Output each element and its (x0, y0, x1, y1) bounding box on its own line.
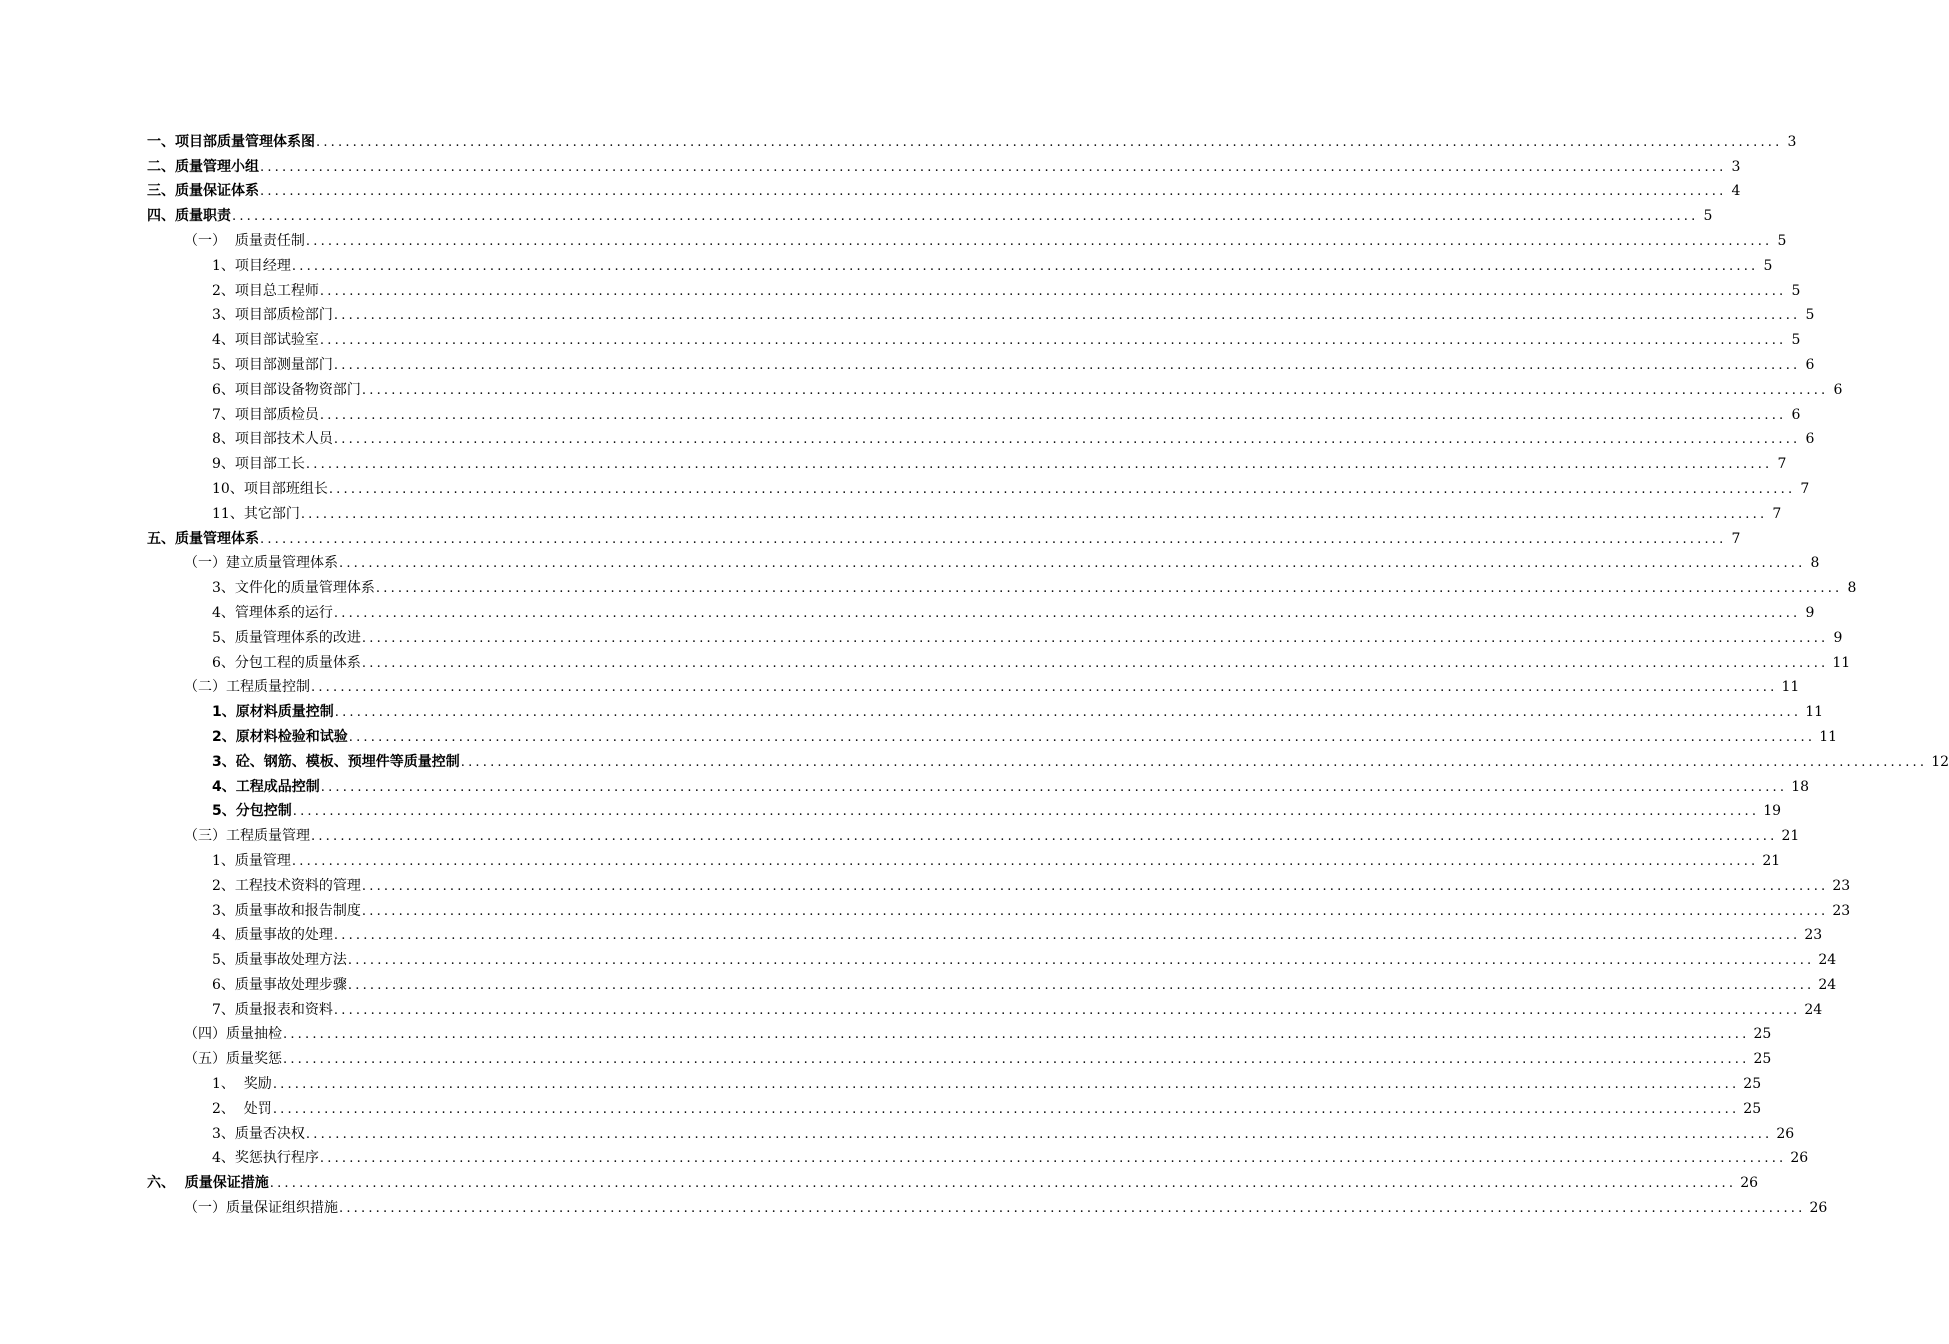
toc-page-number: 6 (1805, 356, 1815, 373)
toc-page-number: 5 (1763, 257, 1773, 274)
toc-leader-dots: ........................................................................................................................................................................................................ (347, 953, 1815, 969)
toc-entry[interactable] (0, 399, 1801, 424)
toc-entry[interactable] (0, 672, 1800, 697)
toc-entry[interactable] (0, 424, 1815, 449)
toc-page-number: 21 (1762, 852, 1781, 869)
toc-entry[interactable] (0, 200, 1713, 225)
toc-leader-dots: ........................................................................................................................................................................................................ (291, 258, 1759, 274)
toc-page-number: 23 (1832, 902, 1851, 919)
toc-entry-title: （五）质量奖惩 (184, 1051, 282, 1068)
toc-entry-title: 6、项目部设备物资部门 (212, 381, 361, 398)
toc-page-number: 26 (1809, 1200, 1828, 1217)
toc-entry-title: 一、项目部质量管理体系图 (147, 133, 315, 150)
toc-entry[interactable] (0, 1167, 1759, 1192)
toc-leader-dots: ........................................................................................................................................................................................................ (291, 853, 1759, 869)
toc-leader-dots: ........................................................................................................................................................................................................ (319, 407, 1787, 423)
toc-page-number: 25 (1753, 1051, 1772, 1068)
toc-page-number: 8 (1847, 580, 1857, 597)
toc-entry-title: 4、奖惩执行程序 (212, 1150, 319, 1167)
toc-entry[interactable] (0, 895, 1851, 920)
toc-leader-dots: ........................................................................................................................................................................................................ (300, 506, 1768, 522)
toc-page-number: 25 (1743, 1076, 1762, 1093)
toc-entry-title: 五、质量管理体系 (147, 530, 259, 547)
toc-leader-dots: ........................................................................................................................................................................................................ (348, 729, 1816, 745)
toc-entry[interactable] (0, 498, 1782, 523)
toc-page-number: 26 (1776, 1125, 1795, 1142)
toc-leader-dots: ........................................................................................................................................................................................................ (333, 928, 1801, 944)
toc-entry-title: 六、 质量保证措施 (147, 1175, 269, 1192)
toc-entry[interactable] (0, 300, 1815, 325)
toc-leader-dots: ........................................................................................................................................................................................................ (333, 432, 1801, 448)
toc-entry[interactable] (0, 622, 1843, 647)
table-of-contents (0, 126, 1949, 1217)
toc-entry[interactable] (0, 969, 1837, 994)
toc-leader-dots: ........................................................................................................................................................................................................ (232, 209, 1699, 225)
toc-leader-dots: ........................................................................................................................................................................................................ (319, 333, 1787, 349)
toc-leader-dots: ........................................................................................................................................................................................................ (334, 705, 1802, 721)
toc-entry[interactable] (0, 1068, 1762, 1093)
toc-leader-dots: ........................................................................................................................................................................................................ (333, 357, 1801, 373)
toc-entry[interactable] (0, 820, 1800, 845)
toc-entry-title: 1、原材料质量控制 (212, 704, 334, 721)
toc-leader-dots: ........................................................................................................................................................................................................ (361, 903, 1829, 919)
toc-page-number: 9 (1805, 604, 1815, 621)
toc-leader-dots: ........................................................................................................................................................................................................ (328, 481, 1796, 497)
toc-leader-dots: ........................................................................................................................................................................................................ (375, 581, 1843, 597)
toc-entry-title: 1、质量管理 (212, 852, 291, 869)
toc-page-number: 25 (1743, 1100, 1762, 1117)
toc-leader-dots: ........................................................................................................................................................................................................ (361, 655, 1829, 671)
toc-entry-title: 1、 奖励 (212, 1076, 272, 1093)
toc-entry-title: （二）工程质量控制 (184, 679, 310, 696)
toc-page-number: 9 (1833, 629, 1843, 646)
toc-leader-dots: ........................................................................................................................................................................................................ (320, 779, 1788, 795)
toc-entry[interactable] (0, 126, 1797, 151)
toc-leader-dots: ........................................................................................................................................................................................................ (361, 878, 1829, 894)
toc-entry-title: 5、项目部测量部门 (212, 356, 333, 373)
toc-entry-title: 10、项目部班组长 (212, 480, 328, 497)
toc-page-number: 5 (1791, 332, 1801, 349)
toc-entry[interactable] (0, 696, 1824, 721)
toc-page-number: 11 (1819, 728, 1838, 745)
toc-page-number: 18 (1791, 778, 1810, 795)
toc-entry-title: 6、质量事故处理步骤 (212, 976, 347, 993)
toc-page-number: 11 (1805, 704, 1824, 721)
toc-entry-title: 4、管理体系的运行 (212, 604, 333, 621)
toc-page-number: 5 (1777, 232, 1787, 249)
toc-entry-title: 7、项目部质检员 (212, 406, 319, 423)
toc-entry-title: 7、质量报表和资料 (212, 1001, 333, 1018)
toc-leader-dots: ........................................................................................................................................................................................................ (333, 605, 1801, 621)
toc-leader-dots: ........................................................................................................................................................................................................ (260, 159, 1727, 175)
toc-entry[interactable] (0, 1019, 1772, 1044)
toc-page-number: 6 (1805, 431, 1815, 448)
toc-entry-title: 4、质量事故的处理 (212, 927, 333, 944)
toc-entry-title: 3、质量否决权 (212, 1125, 305, 1142)
toc-leader-dots: ........................................................................................................................................................................................................ (361, 382, 1829, 398)
toc-page-number: 5 (1791, 282, 1801, 299)
toc-page-number: 4 (1731, 183, 1741, 200)
toc-entry[interactable] (0, 647, 1851, 672)
toc-page-number: 12 (1931, 753, 1949, 770)
toc-entry-title: 2、项目总工程师 (212, 282, 319, 299)
toc-page-number: 7 (1800, 480, 1810, 497)
toc-page-number: 23 (1832, 877, 1851, 894)
toc-page-number: 25 (1753, 1026, 1772, 1043)
toc-leader-dots: ........................................................................................................................................................................................................ (272, 1101, 1740, 1117)
toc-leader-dots: ........................................................................................................................................................................................................ (339, 556, 1806, 572)
toc-page-number: 23 (1804, 927, 1823, 944)
toc-entry-title: 2、 处罚 (212, 1100, 272, 1117)
toc-page-number: 24 (1818, 976, 1837, 993)
toc-page-number: 24 (1804, 1001, 1823, 1018)
toc-page-number: 7 (1777, 456, 1787, 473)
toc-entry-title: 三、质量保证体系 (147, 183, 259, 200)
toc-leader-dots: ........................................................................................................................................................................................................ (319, 1151, 1787, 1167)
toc-page-number: 11 (1832, 654, 1851, 671)
toc-page-number: 21 (1781, 828, 1800, 845)
toc-entry-title: 1、项目经理 (212, 257, 291, 274)
toc-entry[interactable] (0, 176, 1741, 201)
toc-entry[interactable] (0, 796, 1782, 821)
toc-entry[interactable] (0, 920, 1823, 945)
toc-entry[interactable] (0, 225, 1787, 250)
toc-entry[interactable] (0, 572, 1857, 597)
toc-entry[interactable] (0, 275, 1801, 300)
toc-entry-title: 11、其它部门 (212, 505, 300, 522)
toc-entry[interactable] (0, 523, 1741, 548)
toc-leader-dots: ........................................................................................................................................................................................................ (269, 1176, 1737, 1192)
toc-entry-title: 二、质量管理小组 (147, 158, 259, 175)
toc-entry-title: （一） 质量责任制 (184, 232, 305, 249)
toc-entry-title: 四、质量职责 (147, 208, 231, 225)
toc-entry-title: （一）建立质量管理体系 (184, 555, 338, 572)
toc-entry-title: 4、项目部试验室 (212, 332, 319, 349)
toc-leader-dots: ........................................................................................................................................................................................................ (460, 754, 1928, 770)
toc-entry-title: 3、文件化的质量管理体系 (212, 580, 375, 597)
toc-entry-title: 5、质量事故处理方法 (212, 952, 347, 969)
toc-entry-title: （一）质量保证组织措施 (184, 1200, 338, 1217)
toc-page-number: 3 (1787, 133, 1797, 150)
toc-entry[interactable] (0, 1093, 1762, 1118)
toc-entry-title: 2、工程技术资料的管理 (212, 877, 361, 894)
toc-leader-dots: ........................................................................................................................................................................................................ (316, 134, 1783, 150)
toc-entry[interactable] (0, 374, 1843, 399)
toc-entry-title: 3、砼、钢筋、模板、预埋件等质量控制 (212, 753, 460, 770)
toc-entry-title: 5、分包控制 (212, 803, 292, 820)
toc-entry[interactable] (0, 1118, 1795, 1143)
toc-entry[interactable] (0, 548, 1820, 573)
toc-entry-title: 5、质量管理体系的改进 (212, 629, 361, 646)
toc-entry[interactable] (0, 771, 1810, 796)
toc-entry[interactable] (0, 746, 1949, 771)
toc-page-number: 24 (1818, 952, 1837, 969)
toc-entry[interactable] (0, 870, 1851, 895)
toc-entry[interactable] (0, 473, 1810, 498)
toc-page-number: 7 (1772, 505, 1782, 522)
toc-entry[interactable] (0, 448, 1787, 473)
toc-leader-dots: ........................................................................................................................................................................................................ (292, 804, 1760, 820)
toc-leader-dots: ........................................................................................................................................................................................................ (305, 1126, 1773, 1142)
toc-page-number: 8 (1810, 555, 1820, 572)
toc-entry-title: 4、工程成品控制 (212, 778, 320, 795)
toc-leader-dots: ........................................................................................................................................................................................................ (361, 630, 1829, 646)
toc-entry[interactable] (0, 324, 1801, 349)
toc-leader-dots: ........................................................................................................................................................................................................ (333, 1002, 1801, 1018)
toc-entry[interactable] (0, 1192, 1828, 1217)
toc-entry-title: 6、分包工程的质量体系 (212, 654, 361, 671)
toc-entry-title: 2、原材料检验和试验 (212, 728, 348, 745)
toc-leader-dots: ........................................................................................................................................................................................................ (311, 680, 1778, 696)
toc-entry-title: 3、质量事故和报告制度 (212, 902, 361, 919)
toc-leader-dots: ........................................................................................................................................................................................................ (339, 1201, 1806, 1217)
toc-page-number: 3 (1731, 158, 1741, 175)
toc-page-number: 11 (1781, 679, 1800, 696)
toc-entry-title: （四）质量抽检 (184, 1026, 282, 1043)
toc-page-number: 26 (1740, 1175, 1759, 1192)
toc-leader-dots: ........................................................................................................................................................................................................ (283, 1027, 1750, 1043)
toc-entry[interactable] (0, 250, 1773, 275)
toc-entry[interactable] (0, 1043, 1772, 1068)
toc-entry-title: 8、项目部技术人员 (212, 431, 333, 448)
toc-leader-dots: ........................................................................................................................................................................................................ (333, 308, 1801, 324)
toc-entry-title: 9、项目部工长 (212, 456, 305, 473)
toc-entry-title: （三）工程质量管理 (184, 828, 310, 845)
toc-leader-dots: ........................................................................................................................................................................................................ (283, 1052, 1750, 1068)
toc-leader-dots: ........................................................................................................................................................................................................ (260, 184, 1727, 200)
toc-page-number: 5 (1703, 208, 1713, 225)
toc-entry[interactable] (0, 349, 1815, 374)
toc-leader-dots: ........................................................................................................................................................................................................ (260, 531, 1727, 547)
toc-page-number: 7 (1731, 530, 1741, 547)
toc-leader-dots: ........................................................................................................................................................................................................ (305, 457, 1773, 473)
toc-entry[interactable] (0, 597, 1815, 622)
toc-entry[interactable] (0, 845, 1781, 870)
toc-leader-dots: ........................................................................................................................................................................................................ (272, 1077, 1740, 1093)
toc-leader-dots: ........................................................................................................................................................................................................ (319, 283, 1787, 299)
toc-page-number: 19 (1763, 803, 1782, 820)
toc-page-number: 6 (1833, 381, 1843, 398)
toc-entry[interactable] (0, 151, 1741, 176)
toc-entry[interactable] (0, 944, 1837, 969)
toc-page-number: 6 (1791, 406, 1801, 423)
toc-leader-dots: ........................................................................................................................................................................................................ (347, 977, 1815, 993)
toc-entry-title: 3、项目部质检部门 (212, 307, 333, 324)
toc-leader-dots: ........................................................................................................................................................................................................ (311, 829, 1778, 845)
toc-page-number: 5 (1805, 307, 1815, 324)
toc-entry[interactable] (0, 721, 1838, 746)
toc-entry[interactable] (0, 994, 1823, 1019)
toc-leader-dots: ........................................................................................................................................................................................................ (305, 233, 1773, 249)
toc-page-number: 26 (1790, 1150, 1809, 1167)
toc-entry[interactable] (0, 1143, 1809, 1168)
